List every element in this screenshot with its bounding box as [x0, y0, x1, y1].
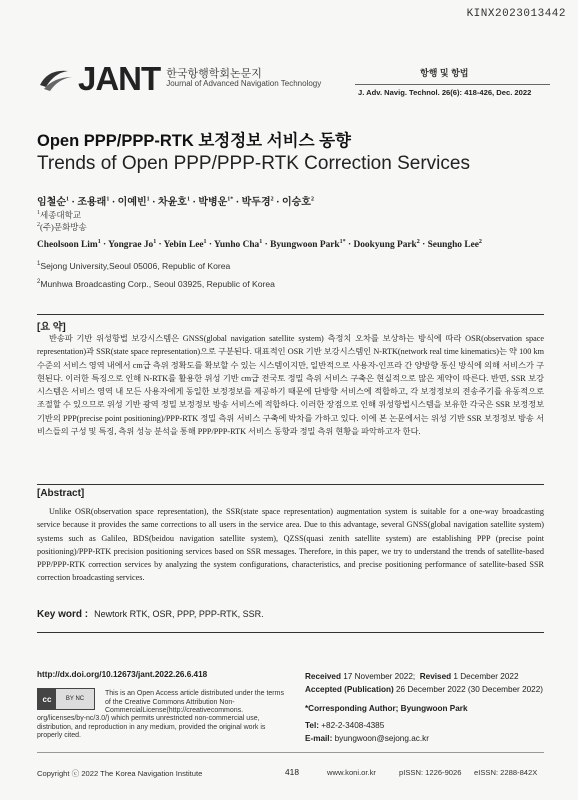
license-text-rest: org/licenses/by-nc/3.0/) which permits unrestricted non-commercial use, distribution, and reproduction in any medium, provided the original work is properly cited.	[37, 715, 266, 739]
header-divider	[355, 84, 550, 85]
abstract-en-divider	[37, 484, 544, 485]
author-ko-5: 박병운$^{1*}$	[198, 196, 234, 208]
page-number: 418	[285, 767, 299, 777]
author-separator: ·	[149, 197, 158, 208]
affiliation-english-1: $^1$Sejong University,Seoul 05006, Republic of Korea	[37, 261, 231, 271]
keywords-divider	[37, 632, 544, 633]
paper-category: 항행 및 항법	[420, 68, 469, 78]
cc-icon: cc	[38, 689, 56, 709]
author-ko-3: 이예빈$^1$	[117, 196, 150, 208]
received-date: 17 November 2022;	[343, 672, 416, 681]
author-en-5: Byungwoon Park$^{1*}$	[270, 238, 346, 250]
author-en-3: Yebin Lee$^1$	[163, 238, 207, 250]
document-id: KINX2023013442	[466, 8, 566, 20]
author-en-1: Cheolsoon Lim$^1$	[37, 238, 101, 250]
abstract-ko-text: 반송파 기반 위성항법 보강시스템은 GNSS(global navigation satellite system) 측정치 오차를 보상하는 방식에 따라 OSR(observation space representation)과 SSR(state space representation)으로 구분된다. 대표적인 OSR 기반 보강시스템인 N-RTK(network real time kinematics)는 약 100 km 수준의 서비스 영역 내에서 cm급 측위 정확도를 확보할 수 있는 시스템이지만, 일반적으로 사용자-인프라 간 양방향 통신 방식에 의해 서비스가 구현된다. 이러한 특징으로 인해 N-RTK를 활용한 위성 기반 cm급 전국토 정밀 측위 서비스 구축은 현실적으로 많은 제약이 따른다. 반면, SSR 보강시스템은 서비스 영역 내 모든 사용자에게 동일한 보정정보를 제공하기 때문에 단방향 서비스에 적합하고, 각 보정정보의 전송주기를 유동적으로 조절할 수 있으므로 위성 기반 광역 정밀 보정정보 방송 서비스에 적합하다. 이러한 장점으로 인해 위성항법시스템을 보유한 각국은 SSR 보정정보 기반의 PPP(precise point positioning)/PPP-RTK 정밀 측위 서비스 구축에 박차를 가하고 있다. 이에 본 논문에서는 위성 기반 SSR 보정정보 방송 서비스들의 구성 및 특징, 측위 성능 분석을 통해 PPP/PPP-RTK 서비스 동향과 정밀 측위 현황을 파악하고자 한다.	[37, 334, 544, 437]
keywords	[37, 609, 264, 620]
title-english: Trends of Open PPP/PPP-RTK Correction Services	[37, 153, 470, 174]
accepted-date: 26 December 2022 (30 December 2022)	[396, 685, 544, 694]
cc-by-nc-icon: BY NC	[65, 696, 85, 702]
author-ko-2: 조용래$^1$	[77, 196, 110, 208]
logo-wordmark: JANT	[78, 60, 161, 97]
authors-english	[37, 240, 482, 250]
corresponding-author: *Corresponding Author; Byungwoon Park	[305, 704, 468, 713]
affiliation-english-2: $^2$Munhwa Broadcasting Corp., Seoul 03925, Republic of Korea	[37, 279, 275, 289]
journal-name-english: Journal of Advanced Navigation Technology	[166, 79, 322, 89]
author-separator: ·	[206, 240, 214, 250]
abstract-ko-heading: [요 약]	[37, 322, 66, 333]
abstract-en-text: Unlike OSR(observation space representation), the SSR(state space representation) augmentation system is suitable for a one-way broadcasting service because it provides the same corrections to all users in the service area. Due to this advantage, several GNSS(global navigation satellite system) systems such as Galileo, BDS(beidou navigation satellite system), QZSS(quasi zenith satellite system) are establishing PPP (precise point positioning)/PPP-RTK precision positioning services based on SSR messages. Therefore, in this paper, we try to understand the trends of satellite-based PPP/PPP-RTK correction services by analyzing the system configurations, characteristics, and precise positioning performance of satellite-based SSR correction broadcasting services.	[37, 507, 544, 583]
author-separator: ·	[419, 240, 428, 250]
author-separator: ·	[262, 240, 271, 250]
footer-divider	[37, 752, 544, 753]
author-separator: ·	[273, 197, 282, 208]
author-separator: ·	[233, 197, 242, 208]
revised-date: 1 December 2022	[453, 672, 519, 681]
copyright: Copyright ⓒ 2022 The Korea Navigation Institute	[37, 769, 203, 778]
author-en-4: Yunho Cha$^1$	[213, 238, 263, 250]
telephone: Tel: +82-2-3408-4385	[305, 721, 385, 730]
keywords-text: Newtork RTK, OSR, PPP, PPP-RTK, SSR.	[94, 609, 264, 619]
swoosh-logo-icon	[38, 65, 76, 93]
author-en-2: Yongrae Jo$^1$	[108, 238, 157, 250]
author-ko-6: 박두경$^2$	[241, 196, 274, 208]
citation: J. Adv. Navig. Technol. 26(6): 418-426, Dec. 2022	[358, 88, 532, 97]
affiliation-korean-1: $^1$세종대학교	[37, 210, 82, 220]
email-address[interactable]: byungwoon@sejong.ac.kr	[334, 734, 429, 743]
electronic-issn: eISSN: 2288-842X	[474, 768, 538, 777]
license-text-lead: This is an Open Access article distributed under the terms of the Creative Commons Attribution Non-CommercialLicense(http://creativecommons.	[105, 690, 284, 714]
authors-korean	[37, 193, 314, 208]
author-separator: ·	[189, 197, 199, 208]
author-separator: ·	[156, 240, 164, 250]
title-korean: Open PPP/PPP-RTK 보정정보 서비스 동향	[37, 132, 351, 150]
author-ko-1: 임철순$^1$	[37, 196, 69, 208]
author-separator: ·	[345, 240, 354, 250]
author-en-6: Dookyung Park$^2$	[353, 238, 420, 250]
abstract-en-heading: [Abstract]	[37, 488, 85, 499]
article-dates: Received 17 November 2022; Revised 1 December 2022 Accepted (Publication) 26 December 2022 (30 December 2022)	[305, 672, 544, 694]
doi-link[interactable]: http://dx.doi.org/10.12673/jant.2022.26.6.418	[37, 670, 208, 679]
affiliation-korean-2: $^2$(주)문화방송	[37, 222, 87, 232]
journal-name-korean: 한국항행학회논문지	[166, 68, 262, 81]
author-separator: ·	[100, 240, 109, 250]
author-en-7: Seungho Lee$^2$	[427, 238, 482, 250]
website[interactable]: www.koni.or.kr	[327, 768, 376, 777]
author-ko-7: 이승호$^2$	[281, 196, 314, 208]
journal-name	[166, 68, 321, 89]
keywords-label: Key word :	[37, 609, 89, 620]
author-separator: ·	[68, 197, 78, 208]
author-separator: ·	[109, 197, 118, 208]
cc-license-badge[interactable]	[37, 688, 95, 710]
email: E-mail: byungwoon@sejong.ac.kr	[305, 734, 429, 743]
abstract-ko-divider	[37, 314, 544, 315]
author-ko-4: 차윤호$^1$	[157, 196, 190, 208]
journal-logo	[38, 62, 321, 95]
print-issn: pISSN: 1226-9026	[399, 768, 462, 777]
